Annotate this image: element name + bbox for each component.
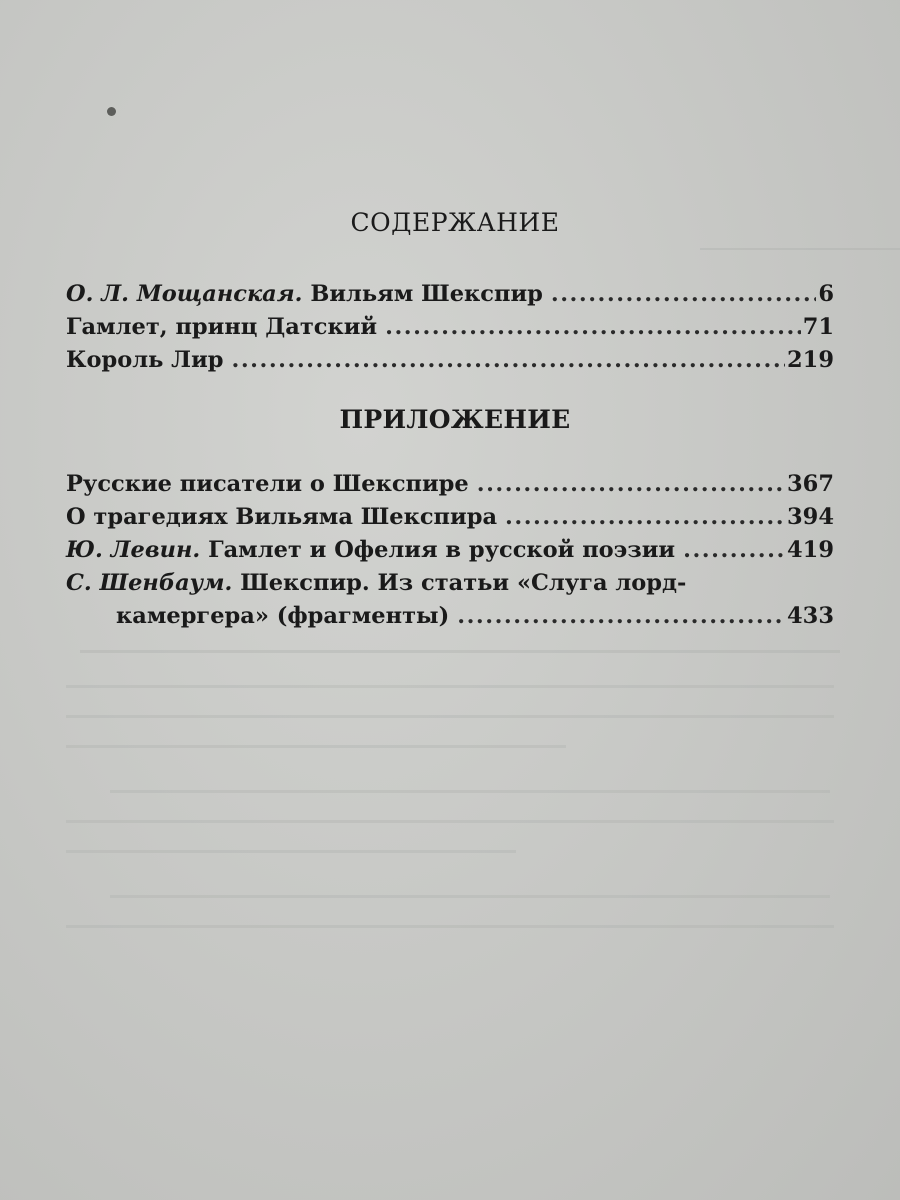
toc-entry-author: Ю. Левин. (66, 537, 201, 563)
toc-entry (66, 468, 834, 501)
dot-leader (505, 501, 785, 534)
dot-leader (551, 278, 816, 311)
toc-page-number: 419 (787, 537, 834, 563)
toc-entry (66, 501, 834, 534)
toc-page-number: 394 (787, 504, 834, 530)
toc-entry-name: Русские писатели о Шекспире (66, 471, 469, 497)
toc-entry (66, 534, 834, 567)
dot-leader (477, 468, 785, 501)
toc-entry (66, 311, 834, 344)
toc-entry-name-cont: камергера» (фрагменты) (116, 603, 450, 629)
toc-entry-line1 (66, 567, 834, 600)
toc-entry-name: Гамлет, принц Датский (66, 314, 378, 340)
toc-entry (66, 278, 834, 311)
appendix-list (66, 468, 834, 633)
toc-entry-name: О трагедиях Вильяма Шекспира (66, 504, 498, 530)
contents-list (66, 278, 834, 377)
toc-entry-title (66, 534, 675, 567)
toc-page-number: 6 (818, 281, 834, 307)
toc-page-number: 433 (787, 603, 834, 629)
toc-page-number: 71 (802, 314, 834, 340)
toc-entry (66, 344, 834, 377)
toc-entry-name: Король Лир (66, 347, 224, 373)
dot-leader (683, 534, 785, 567)
dot-leader (232, 344, 786, 377)
dot-leader (385, 311, 801, 344)
contents-heading: СОДЕРЖАНИЕ (350, 208, 560, 237)
ink-dot (107, 107, 116, 116)
toc-entry-author: О. Л. Мощанская. (66, 281, 303, 307)
appendix-heading: ПРИЛОЖЕНИЕ (339, 405, 571, 434)
toc-page-number: 219 (787, 347, 834, 373)
dot-leader (457, 600, 785, 633)
toc-page-number: 367 (787, 471, 834, 497)
toc-entry-title (66, 278, 543, 311)
toc-entry-author: С. Шенбаум. (66, 570, 233, 596)
toc-entry-name: Гамлет и Офелия в русской поэзии (208, 537, 676, 563)
toc-entry-name: Шекспир. Из статьи «Слуга лорд- (240, 570, 687, 596)
toc-entry-line2 (66, 600, 834, 633)
toc-entry-name: Вильям Шекспир (310, 281, 543, 307)
